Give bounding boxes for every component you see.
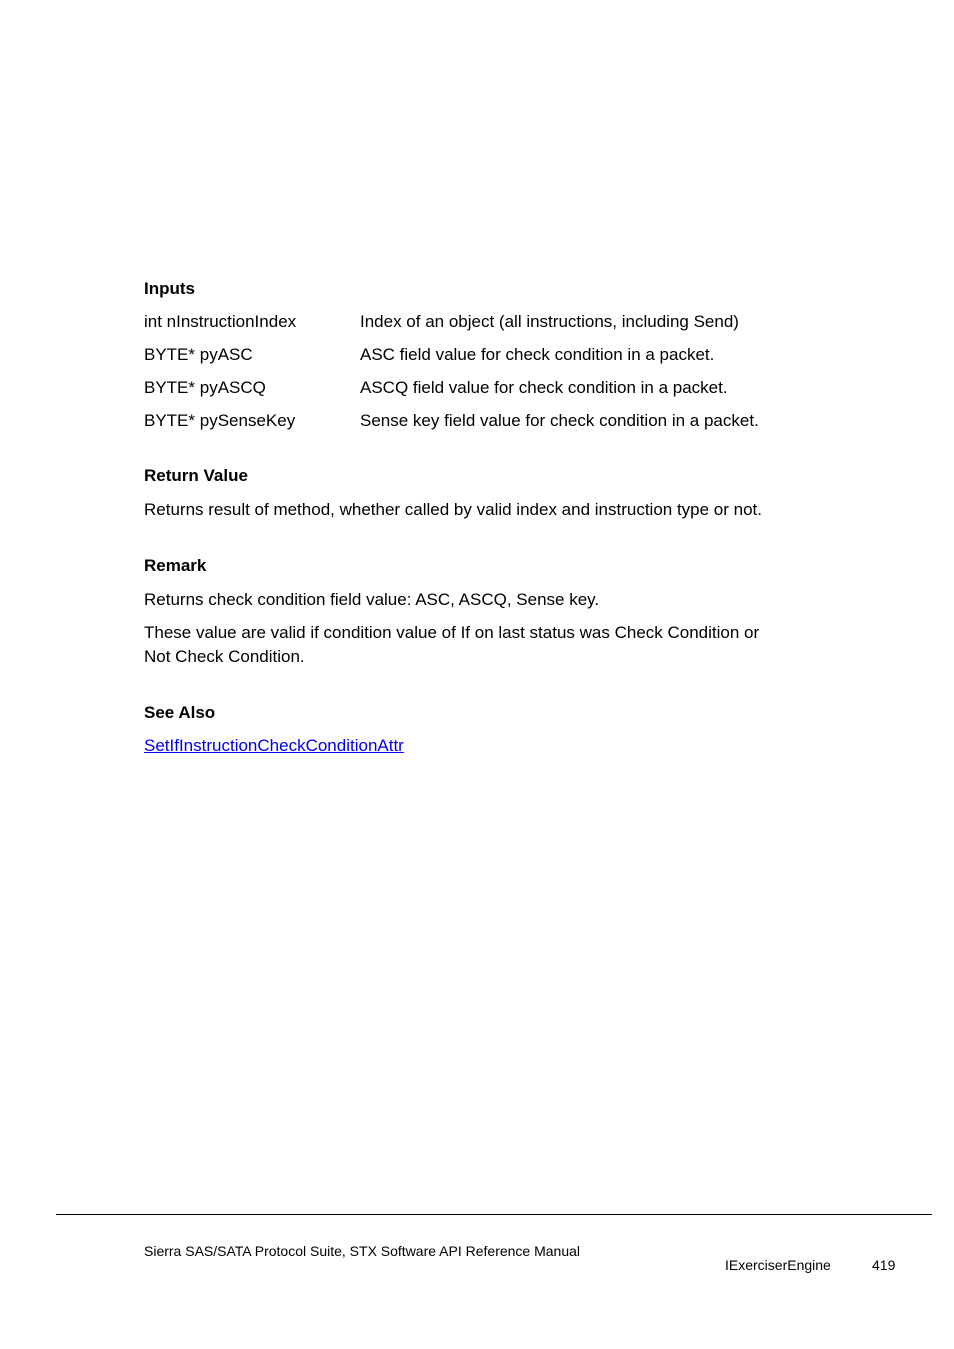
remark-section [144, 555, 824, 669]
inputs-section [144, 278, 824, 432]
param-row [144, 410, 824, 432]
param-row [144, 344, 824, 366]
param-name: BYTE* pyASC [144, 345, 253, 364]
return-value-section [144, 465, 824, 522]
return-value-heading: Return Value [144, 466, 248, 485]
footer-title: Sierra SAS/SATA Protocol Suite, STX Software API Reference Manual [144, 1243, 581, 1259]
footer-section-name: IExerciserEngine [725, 1257, 831, 1273]
return-value-text: Returns result of method, whether called by valid index and instruction type or not. [144, 500, 763, 519]
inputs-heading: Inputs [144, 279, 195, 298]
param-name: BYTE* pySenseKey [144, 411, 296, 430]
see-also-heading: See Also [144, 703, 216, 722]
page-content [144, 278, 824, 790]
param-description: Index of an object (all instructions, including Send) [360, 312, 739, 331]
footer-divider [56, 1214, 932, 1215]
param-name: BYTE* pyASCQ [144, 378, 266, 397]
param-description: Sense key field value for check condition in a packet. [360, 411, 759, 430]
param-row [144, 311, 824, 333]
see-also-link[interactable]: SetIfInstructionCheckConditionAttr [144, 736, 404, 755]
see-also-section [144, 702, 824, 757]
param-description: ASCQ field value for check condition in a packet. [360, 378, 728, 397]
param-name: int nInstructionIndex [144, 312, 297, 331]
param-description: ASC field value for check condition in a packet. [360, 345, 715, 364]
remark-heading: Remark [144, 556, 207, 575]
remark-paragraph: These value are valid if condition value of If on last status was Check Condition or Not Check Condition. [144, 623, 760, 666]
page-number: 419 [872, 1257, 896, 1273]
param-row [144, 377, 824, 399]
remark-paragraph: Returns check condition field value: ASC, ASCQ, Sense key. [144, 590, 600, 609]
